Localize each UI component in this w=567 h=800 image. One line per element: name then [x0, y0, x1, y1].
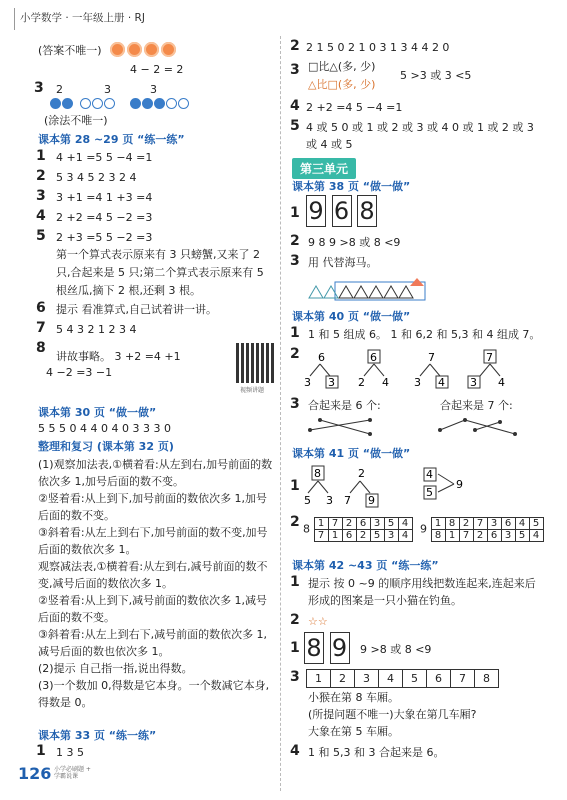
- answer-line: 合起来是 7 个:: [440, 399, 513, 412]
- q-number: 4: [36, 208, 46, 224]
- grid-table-8: 8 1 7 2 6 3 5 4 7 1 6 2 5 3 4: [303, 517, 413, 542]
- section-heading: 课本第 30 页 “做一做”: [38, 406, 157, 419]
- answer-line: 合起来是 6 个:: [308, 399, 381, 412]
- number-bond-tree: [468, 350, 505, 389]
- q3-value-c: 3: [150, 83, 157, 96]
- page-number: 126: [18, 764, 52, 783]
- answer-line: 1 3 5: [56, 746, 84, 759]
- svg-text:6: 6: [318, 351, 325, 364]
- q3-value-a: 2: [56, 83, 63, 96]
- svg-text:3: 3: [326, 494, 333, 507]
- svg-text:4: 4: [426, 468, 433, 481]
- section-heading: 课本第 33 页 “练一练”: [38, 729, 157, 742]
- q-number: 1: [290, 325, 300, 341]
- answer-line: 小猴在第 8 车厢。: [308, 691, 399, 704]
- answer-line: 用 代替海马。: [308, 256, 378, 269]
- svg-text:2: 2: [358, 376, 365, 389]
- compare-line: △比□(多, 少): [308, 78, 376, 91]
- digit-box: 9: [306, 195, 326, 227]
- review-line: 观察减法表,①横着看:从左到右,减号前面的数不变,减号后面的数依次多 1。: [38, 560, 268, 590]
- digit-box: 8: [304, 632, 324, 664]
- q-number: 6: [36, 300, 46, 316]
- answer-line: 4 −2 =3 −1: [46, 366, 113, 379]
- review-line: (1)观察加法表,①横着看:从左到右,加号前面的数依次多 1,加号后面的数不变。: [38, 458, 273, 488]
- digit-box: 6: [332, 195, 352, 227]
- flower-icon: [127, 42, 142, 57]
- answer-note: (答案不唯一): [38, 44, 102, 57]
- svg-text:7: 7: [428, 351, 435, 364]
- q-number: 1: [290, 574, 300, 590]
- answer-line: 2 +2 =4 5 −2 =3: [56, 211, 153, 224]
- connect-dots: [300, 412, 530, 442]
- grid-table-9: 9 1 8 2 7 3 6 4 5 8 1 7 2 6 3 5 4: [420, 517, 544, 542]
- q-number: 2: [290, 233, 300, 249]
- explanation-paragraph: 第一个算式表示原来有 3 只螃蟹,又来了 2 只,合起来是 5 只;第二个算式表示原来有 5 根丝瓜,摘下 2 根,还剩 3 根。: [56, 248, 264, 297]
- answer-line: 2 +2 =4 5 −4 =1: [306, 101, 403, 114]
- answer-line: (所提问题不唯一)大象在第几车厢?: [308, 708, 477, 721]
- flower-row: [110, 42, 178, 60]
- section-heading: 课本第 41 页 “做一做”: [292, 447, 411, 460]
- answer-note: (涂法不唯一): [44, 114, 108, 127]
- answer-line: 2 1 5 0 2 1 0 3 1 3 4 4 2 0: [306, 41, 450, 54]
- answer-line: 9 8 9 >8 或 8 <9: [308, 236, 401, 249]
- section-heading: 整理和复习 (课本第 32 页): [38, 440, 174, 453]
- svg-text:7: 7: [486, 351, 493, 364]
- number-bond-tree: [344, 467, 378, 507]
- review-line: (2)提示 自己指一指,说出得数。: [38, 662, 193, 675]
- compare-line: □比△(多, 少): [308, 60, 376, 73]
- q-number: 3: [290, 396, 300, 412]
- star-icon: ☆☆: [308, 615, 328, 628]
- number-bond-tree: [414, 351, 448, 389]
- answer-line: 讲故事略。 3 +2 =4 +1: [56, 350, 181, 363]
- qr-label: 视频讲题: [240, 387, 265, 394]
- q-number: 1: [36, 148, 46, 164]
- answer-line: 或 4 或 5: [306, 138, 353, 151]
- svg-text:3: 3: [328, 376, 335, 389]
- column-divider: [280, 36, 282, 791]
- svg-text:9: 9: [368, 494, 375, 507]
- svg-text:4: 4: [382, 376, 389, 389]
- q-number: 5: [290, 118, 300, 134]
- number-bond-trees: [300, 348, 520, 390]
- answer-line: 9 >8 或 8 <9: [360, 643, 432, 656]
- q-number: 1: [290, 640, 300, 656]
- q-number: 1: [290, 205, 300, 221]
- q-number: 2: [290, 38, 300, 54]
- q-number: 2: [290, 346, 300, 362]
- review-line: (3)一个数加 0,得数是它本身。一个数减它本身,得数是 0。: [38, 679, 270, 709]
- svg-text:8: 8: [314, 467, 321, 480]
- answer-line: 提示 看准算式,自己试着讲一讲。: [56, 303, 217, 316]
- number-bond-tree: [424, 468, 463, 499]
- compare-answer: 5 >3 或 3 <5: [400, 69, 472, 82]
- train-row: 1 2 3 4 5 6 7 8: [306, 669, 499, 688]
- answer-line: 4 或 5 0 或 1 或 2 或 3 或 4 0 或 1 或 2 或 3: [306, 121, 534, 134]
- q-number: 3: [290, 253, 300, 269]
- q-number: 7: [36, 320, 46, 336]
- section-heading: 课本第 42 ~43 页 “练一练”: [292, 559, 439, 572]
- header-rule: [14, 8, 15, 30]
- svg-text:5: 5: [304, 494, 311, 507]
- circle-group: [80, 98, 116, 112]
- svg-text:3: 3: [470, 376, 477, 389]
- q-number: 3: [34, 80, 44, 96]
- answer-line: 1 和 5,3 和 3 合起来是 6。: [308, 746, 445, 759]
- svg-text:5: 5: [426, 486, 433, 499]
- unit-banner: 第三单元: [292, 158, 356, 179]
- svg-text:6: 6: [370, 351, 377, 364]
- section-heading: 课本第 28 ~29 页 “练一练”: [38, 133, 185, 146]
- flower-icon: [144, 42, 159, 57]
- q-number: 1: [290, 478, 300, 494]
- section-heading: 课本第 40 页 “做一做”: [292, 310, 411, 323]
- answer-line: 1 和 5 组成 6。 1 和 6,2 和 5,3 和 4 组成 7。: [308, 328, 541, 341]
- svg-text:9: 9: [456, 478, 463, 491]
- number-bond-tree: [304, 351, 338, 389]
- number-bond-trees-41: [302, 462, 482, 512]
- digit-boxes: [304, 632, 352, 664]
- flower-icon: [161, 42, 176, 57]
- svg-text:4: 4: [498, 376, 505, 389]
- svg-text:3: 3: [304, 376, 311, 389]
- review-line: ②竖着看:从上到下,加号前面的数依次多 1,加号后面的数不变。: [38, 492, 268, 522]
- q-number: 2: [290, 612, 300, 628]
- answer-line: 大象在第 5 车厢。: [308, 725, 399, 738]
- flower-equation: 4 − 2 = 2: [130, 63, 184, 76]
- q-number: 5: [36, 228, 46, 244]
- number-bond-tree: [304, 466, 333, 507]
- review-line: ②竖着看:从上到下,减号前面的数依次多 1,减号后面的数不变。: [38, 594, 268, 624]
- page-header: 小学数学 · 一年级上册 · RJ: [20, 12, 145, 24]
- svg-text:3: 3: [414, 376, 421, 389]
- q-number: 4: [290, 98, 300, 114]
- brand-label: 小学必刷题 + 学霸说课: [54, 766, 91, 780]
- review-paragraph: [38, 456, 276, 711]
- review-line: ③斜着看:从左上到右下,减号前面的数依次多 1,减号后面的数也依次多 1。: [38, 628, 268, 658]
- q-number: 8: [36, 340, 46, 356]
- review-line: ③斜着看:从左上到右下,加号前面的数不变,加号后面的数依次多 1。: [38, 526, 268, 556]
- q-number: 2: [36, 168, 46, 184]
- triangle-icon-strip: [307, 278, 427, 304]
- digit-box: 8: [357, 195, 377, 227]
- svg-text:2: 2: [358, 467, 365, 480]
- svg-text:7: 7: [344, 494, 351, 507]
- flower-icon: [110, 42, 125, 57]
- svg-text:4: 4: [438, 376, 445, 389]
- answer-line: 3 +1 =4 1 +3 =4: [56, 191, 153, 204]
- digit-box: 9: [330, 632, 350, 664]
- q-number: 4: [290, 743, 300, 759]
- q-number: 3: [290, 62, 300, 78]
- hint-paragraph: 提示 按 0 ~9 的顺序用线把数连起来,连起来后形成的图案是一只小猫在钓鱼。: [308, 577, 536, 607]
- q-number: 3: [36, 188, 46, 204]
- number-bond-tree: [358, 350, 389, 389]
- q-number: 1: [36, 743, 46, 759]
- answer-line: 4 +1 =5 5 −4 =1: [56, 151, 153, 164]
- answer-line: 5 5 5 0 4 4 0 4 0 3 3 3 0: [38, 422, 171, 435]
- answer-line: 2 +3 =5 5 −2 =3: [56, 231, 153, 244]
- circle-group: [130, 98, 190, 112]
- q3-value-b: 3: [104, 83, 111, 96]
- q-number: 3: [290, 669, 300, 685]
- digit-boxes: [306, 195, 379, 227]
- triangle-strip: [307, 278, 427, 307]
- circle-group: [50, 98, 74, 112]
- qr-code[interactable]: [236, 343, 276, 383]
- section-heading: 课本第 38 页 “做一做”: [292, 180, 411, 193]
- answer-line: 5 4 3 2 1 2 3 4: [56, 323, 137, 336]
- answer-line: 5 3 4 5 2 3 2 4: [56, 171, 137, 184]
- q-number: 2: [290, 514, 300, 530]
